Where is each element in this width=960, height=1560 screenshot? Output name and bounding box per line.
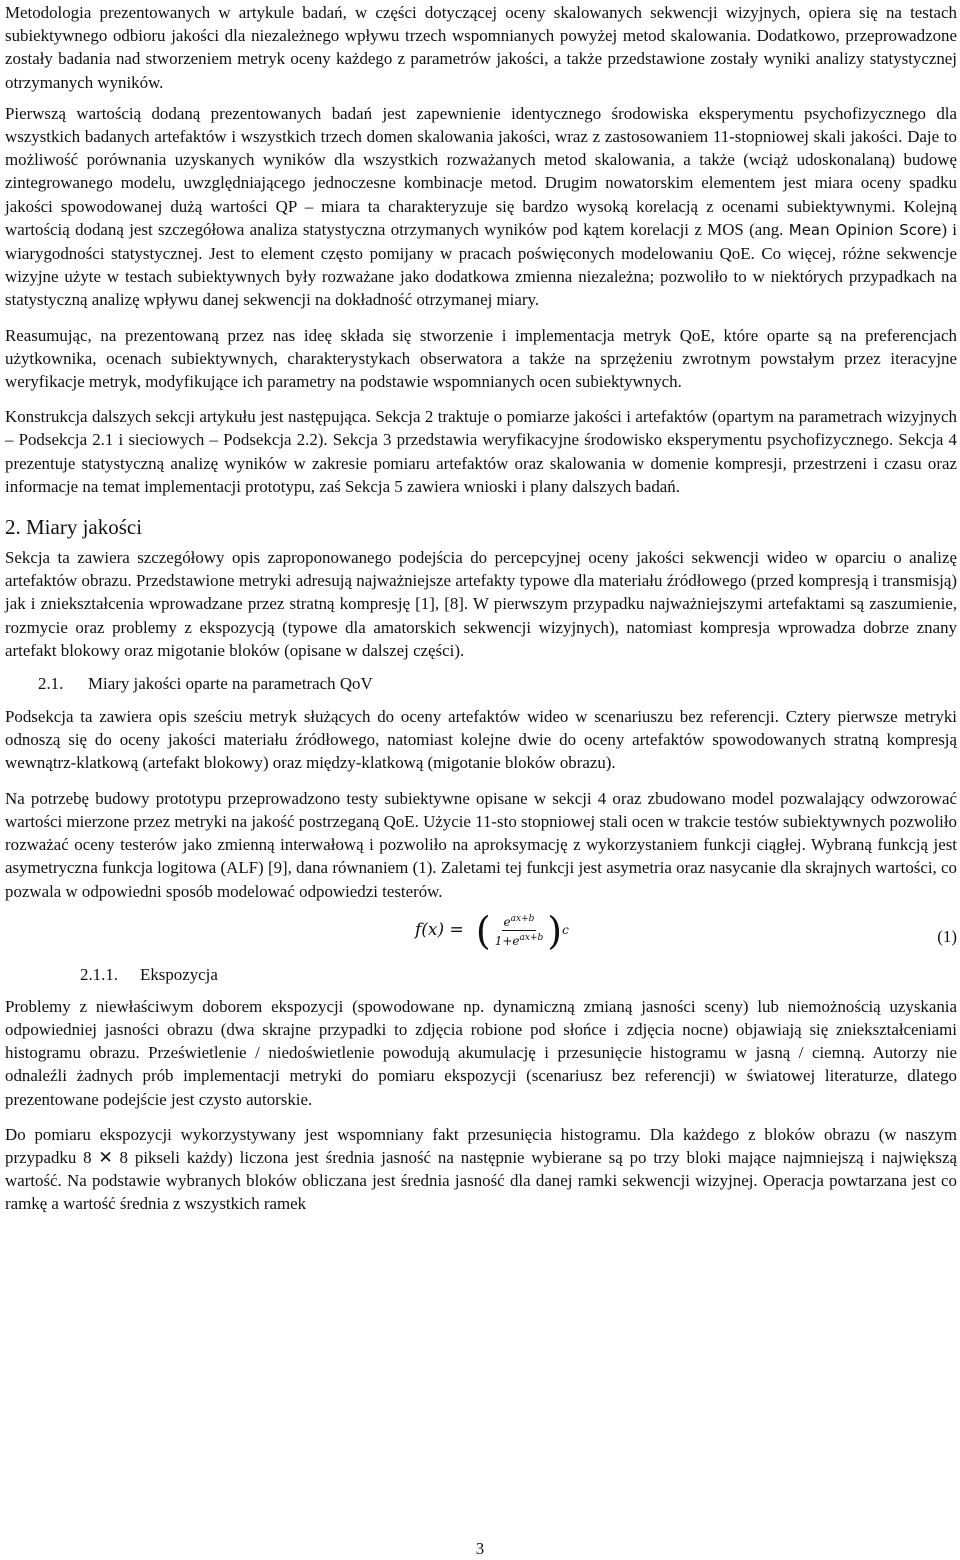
paragraph-methodology: Metodologia prezentowanych w artykule badań, w części dotyczącej oceny skalowanych sekwencji wizyjnych, opiera się na testach subiektywnego odbioru jakości dla niezależnego wpływu trzech wspomnianych powyżej metod skalowania. Dodatkowo, przeprowadzone zostały badania nad stworzeniem metryk oceny każdego z parametrów jakości, a także przedstawione zostały wyniki analizy statystycznej otrzymanych wyników. xyxy=(5,3,957,92)
mos-term: Mean Opinion Score xyxy=(788,220,942,239)
equation-block xyxy=(5,909,957,987)
paragraph-structure: Konstrukcja dalszych sekcji artykułu jest następująca. Sekcja 2 traktuje o pomiarze jakości i artefaktów (opartym na parametrach wizyjnych – Podsekcja 2.1 i sieciowych – Podsekcja 2.2). Sekcja 3 przedstawia weryfikacyjne środowisko eksperymentu psychofizycznego. Sekcja 4 prezentuje statystyczną analizę wyników w zakresie pomiaru artefaktów oraz skalowania w domenie kompresji, przestrzeni i czasu oraz informacje na temat implementacji prototypu, zaś Sekcja 5 zawiera wnioski i plany dalszych badań. xyxy=(5,407,957,496)
paragraph-exposure-measure: Do pomiaru ekspozycji wykorzystywany jest wspomniany fakt przesunięcia histogramu. Dla każdego z bloków obrazu (w naszym przypadku 8 ✕ 8 pikseli każdy) liczona jest średnia jasność na następnie wybierane są po trzy bloki mające najmniejszą i największą wartość. Na podstawie wybranych bloków obliczana jest średnia jasność dla danej ramki sekwencji wizyjnej. Operacja powtarzana jest co ramkę a wartość średnia z wszystkich ramek xyxy=(5,1124,957,1214)
equation-left-paren: ( xyxy=(463,908,491,953)
equation-lhs: f(x) = xyxy=(415,920,464,941)
subsubsection-heading-2-1-1 xyxy=(80,963,218,986)
equation-denominator xyxy=(493,931,546,949)
paragraph-subsection-intro: Podsekcja ta zawiera opis sześciu metryk służących do oceny artefaktów wideo w scenariuszu bez referencji. Cztery pierwsze metryki odnoszą się do oceny jakości materiału źródłowego, natomiast kolejne dwie do oceny artefaktów spowodowanych stratną kompresją wewnątrz-klatkową (artefakt blokowy) oraz między-klatkową (migotanie bloków obrazu). xyxy=(5,707,957,773)
paragraph-section-intro: Sekcja ta zawiera szczegółowy opis zaproponowanego podejścia do percepcyjnej oceny jakości sekwencji wideo w oparciu o analizę artefaktów obrazu. Przedstawione metryki adresują najważniejsze artefakty typowe dla materiału źródłowego (przed kompresją i transmisją) jak i zniekształcenia wprowadzane przez stratną kompresję [1], [8]. W pierwszym przypadku najważniejszymi artefaktami są zaszumienie, rozmycie oraz problemy z ekspozycją (typowe dla amatorskich sekwencji wizyjnych), natomiast kompresja wprowadza dobrze znany artefakt blokowy oraz migotanie bloków (opisane w dalszej części). xyxy=(5,548,957,660)
page-number: 3 xyxy=(475,1539,485,1558)
paragraph-added-value-part2: ) i wiarygodności statystycznej. Jest to element często pomijany w pracach poświęconych modelowaniu QoE. Co więcej, różne sekwencje wizyjne użyte w testach subiektywnych były rozważane jako dodatkowa zmienna niezależna; pozwoliło to w niektórych przypadkach na statystyczną analizę wpływu danej sekwencji na dokładność otrzymanej miary. xyxy=(5,219,957,310)
equation-numerator-base: e xyxy=(503,915,511,930)
equation-denominator-exponent: ax+b xyxy=(519,933,544,944)
paragraph-added-value xyxy=(5,102,957,312)
equation-right-paren: ) xyxy=(547,908,563,953)
subsection-title: Miary jakości oparte na parametrach QoV xyxy=(88,674,373,694)
equation-numerator xyxy=(502,912,537,931)
subsubsection-number: 2.1.1. xyxy=(80,964,119,984)
equation-alf xyxy=(415,908,569,953)
paragraph-exposure-problem: Problemy z niewłaściwym doborem ekspozycji (spowodowane np. dynamiczną zmianą jasności sceny) lub niemożnością uzyskania odpowiedniej jasności obrazu (dwa skrajne przypadki to zdjęcia robione pod słońce i zdjęcia nocne) objawiają się zniekształceniami histogramu obrazu. Prześwietlenie / niedoświetlenie powodują akumulację i przesunięcie histogramu w jasną / ciemną. Autorzy nie odnaleźli żadnych prób implementacji metryki do pomiaru ekspozycji (scenariusz bez referencji) w światowej literaturze, dlatego prezentowane podejście jest czysto autorskie. xyxy=(5,996,957,1109)
equation-numerator-exponent: ax+b xyxy=(510,914,535,925)
paragraph-added-value-part1: Pierwszą wartością dodaną prezentowanych badań jest zapewnienie identycznego środowiska eksperymentu psychofizycznego dla wszystkich badanych artefaktów i wszystkich trzech domen skalowania jakości, wraz z zastosowaniem 11-stopniowej skali jakości. Daje to możliwość porównania uzyskanych wyników dla wszystkich rozważanych metod skalowania, a także (wciąż udoskonalaną) budowę zintegrowanego modelu, uwzględniającego jednoczesne kombinacje metod. Drugim nowatorskim elementem jest miara oceny spadku jakości spowodowanej dużą wartości QP – miara ta charakteryzuje się bardzo wysoką korelacją z ocenami subiektywnymi. Kolejną wartością dodaną jest szczegółowa analiza statystyczna otrzymanych wyników pod kątem korelacji z MOS (ang. xyxy=(5,103,957,239)
paragraph-summary: Reasumując, na prezentowaną przez nas ideę składa się stworzenie i implementacja metryk QoE, które oparte są na preferencjach użytkownika, ocenach subiektywnych, charakterystykach obserwatora a także na sprzężeniu zwrotnym powstałym przez iteracyjne weryfikacje metryk, modyfikujące ich parametry na podstawie wspomnianych ocen subiektywnych. xyxy=(5,325,957,392)
section-title: Miary jakości xyxy=(26,515,143,540)
paragraph-prototype: Na potrzebę budowy prototypu przeprowadzono testy subiektywne opisane w sekcji 4 oraz zbudowano model pozwalający odwzorować wartości mierzone przez metryki na jakość postrzeganą QoE. Użycie 11-sto stopniowej stali ocen w trakcie testów subiektywnych pozwoliło rozważać oceny testerów jako zmienną interwałową i pozwoliło na aproksymację z wykorzystaniem funkcji ciągłej. Wybraną funkcją jest asymetryczna funkcja logitowa (ALF) [9], dana równaniem (1). Zaletami tej funkcji jest asymetria oraz nasycanie dla skrajnych wartości, co pozwala w odpowiedni sposób modelować odpowiedzi testerów. xyxy=(5,788,957,901)
subsection-number: 2.1. xyxy=(38,674,64,694)
subsection-heading-2-1 xyxy=(5,672,957,695)
equation-denominator-base: 1+e xyxy=(494,934,520,949)
section-number: 2. xyxy=(5,515,21,540)
section-heading-2 xyxy=(5,513,957,541)
equation-exponent: c xyxy=(562,923,569,938)
subsubsection-title: Ekspozycja xyxy=(140,964,218,984)
equation-fraction xyxy=(493,912,546,949)
equation-number: (1) xyxy=(937,926,957,946)
